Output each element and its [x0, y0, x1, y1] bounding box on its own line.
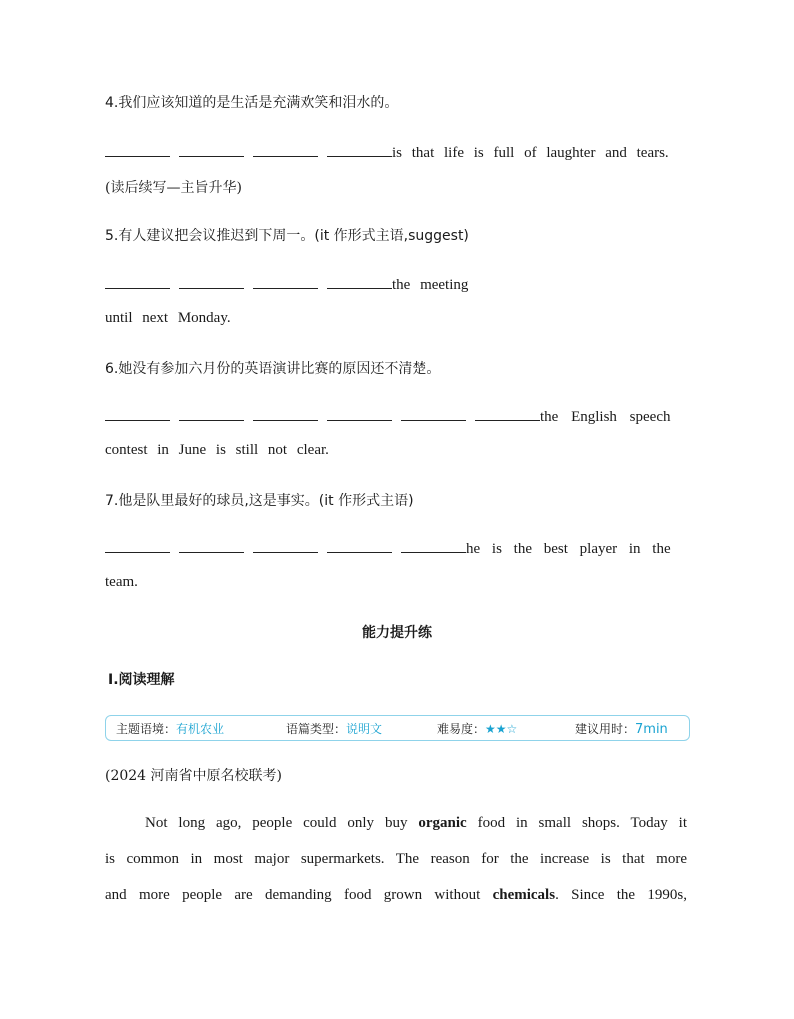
difficulty: 难易度：★★☆ [437, 722, 518, 736]
question-7-continuation: team. [105, 574, 138, 590]
passage-source: (2024 河南省中原名校联考) [105, 768, 283, 784]
question-6-answer-line [105, 406, 670, 426]
answer-blank[interactable] [327, 406, 392, 421]
answer-blank[interactable] [105, 142, 170, 157]
answer-blank[interactable] [475, 406, 540, 421]
answer-blank[interactable] [105, 274, 170, 289]
passage-line: and more people are demanding food grown without chemicals. Since the 1990s, [105, 887, 687, 903]
answer-blank[interactable] [179, 538, 244, 553]
answer-blank[interactable] [105, 538, 170, 553]
question-4-prompt: 4.我们应该知道的是生活是充满欢笑和泪水的。 [105, 95, 399, 111]
question-6-prompt: 6.她没有参加六月份的英语演讲比赛的原因还不清楚。 [105, 361, 441, 377]
answer-blank[interactable] [253, 538, 318, 553]
suggested-time: 建议用时：7min [575, 722, 668, 737]
passage-line: is common in most major supermarkets. The reason for the increase is that more [105, 851, 687, 867]
answer-blank[interactable] [105, 406, 170, 421]
answer-blank[interactable] [327, 274, 392, 289]
question-4-answer-line [105, 142, 669, 162]
question-4-tail: is that life is full of laughter and tears. [392, 145, 669, 161]
question-7-answer-line [105, 538, 671, 558]
question-6-tail: the English speech [540, 409, 671, 425]
reading-comprehension-title: Ⅰ.阅读理解 [108, 672, 175, 688]
answer-blank[interactable] [253, 142, 318, 157]
question-7-prompt: 7.他是队里最好的球员,这是事实。(it 作形式主语) [105, 493, 414, 509]
text-genre: 语篇类型：说明文 [286, 722, 383, 736]
answer-blank[interactable] [179, 274, 244, 289]
question-5-tail: the meeting [392, 277, 469, 293]
passage-info-box [105, 715, 690, 741]
question-7-tail: he is the best player in the [466, 541, 671, 557]
answer-blank[interactable] [179, 142, 244, 157]
question-6-continuation: contest in June is still not clear. [105, 442, 329, 458]
section-title: 能力提升练 [362, 625, 432, 641]
difficulty-stars-icon: ★★☆ [485, 722, 518, 736]
question-5-answer-line [105, 274, 468, 294]
question-5-prompt: 5.有人建议把会议推迟到下周一。(it 作形式主语,suggest) [105, 228, 469, 244]
answer-blank[interactable] [401, 538, 466, 553]
passage-line: Not long ago, people could only buy organic food in small shops. Today it [145, 815, 688, 831]
theme-context: 主题语境：有机农业 [116, 722, 225, 736]
answer-blank[interactable] [401, 406, 466, 421]
question-4-note: (读后续写—主旨升华) [105, 180, 242, 196]
answer-blank[interactable] [327, 538, 392, 553]
answer-blank[interactable] [327, 142, 392, 157]
answer-blank[interactable] [253, 406, 318, 421]
answer-blank[interactable] [179, 406, 244, 421]
question-5-continuation: until next Monday. [105, 310, 231, 326]
answer-blank[interactable] [253, 274, 318, 289]
